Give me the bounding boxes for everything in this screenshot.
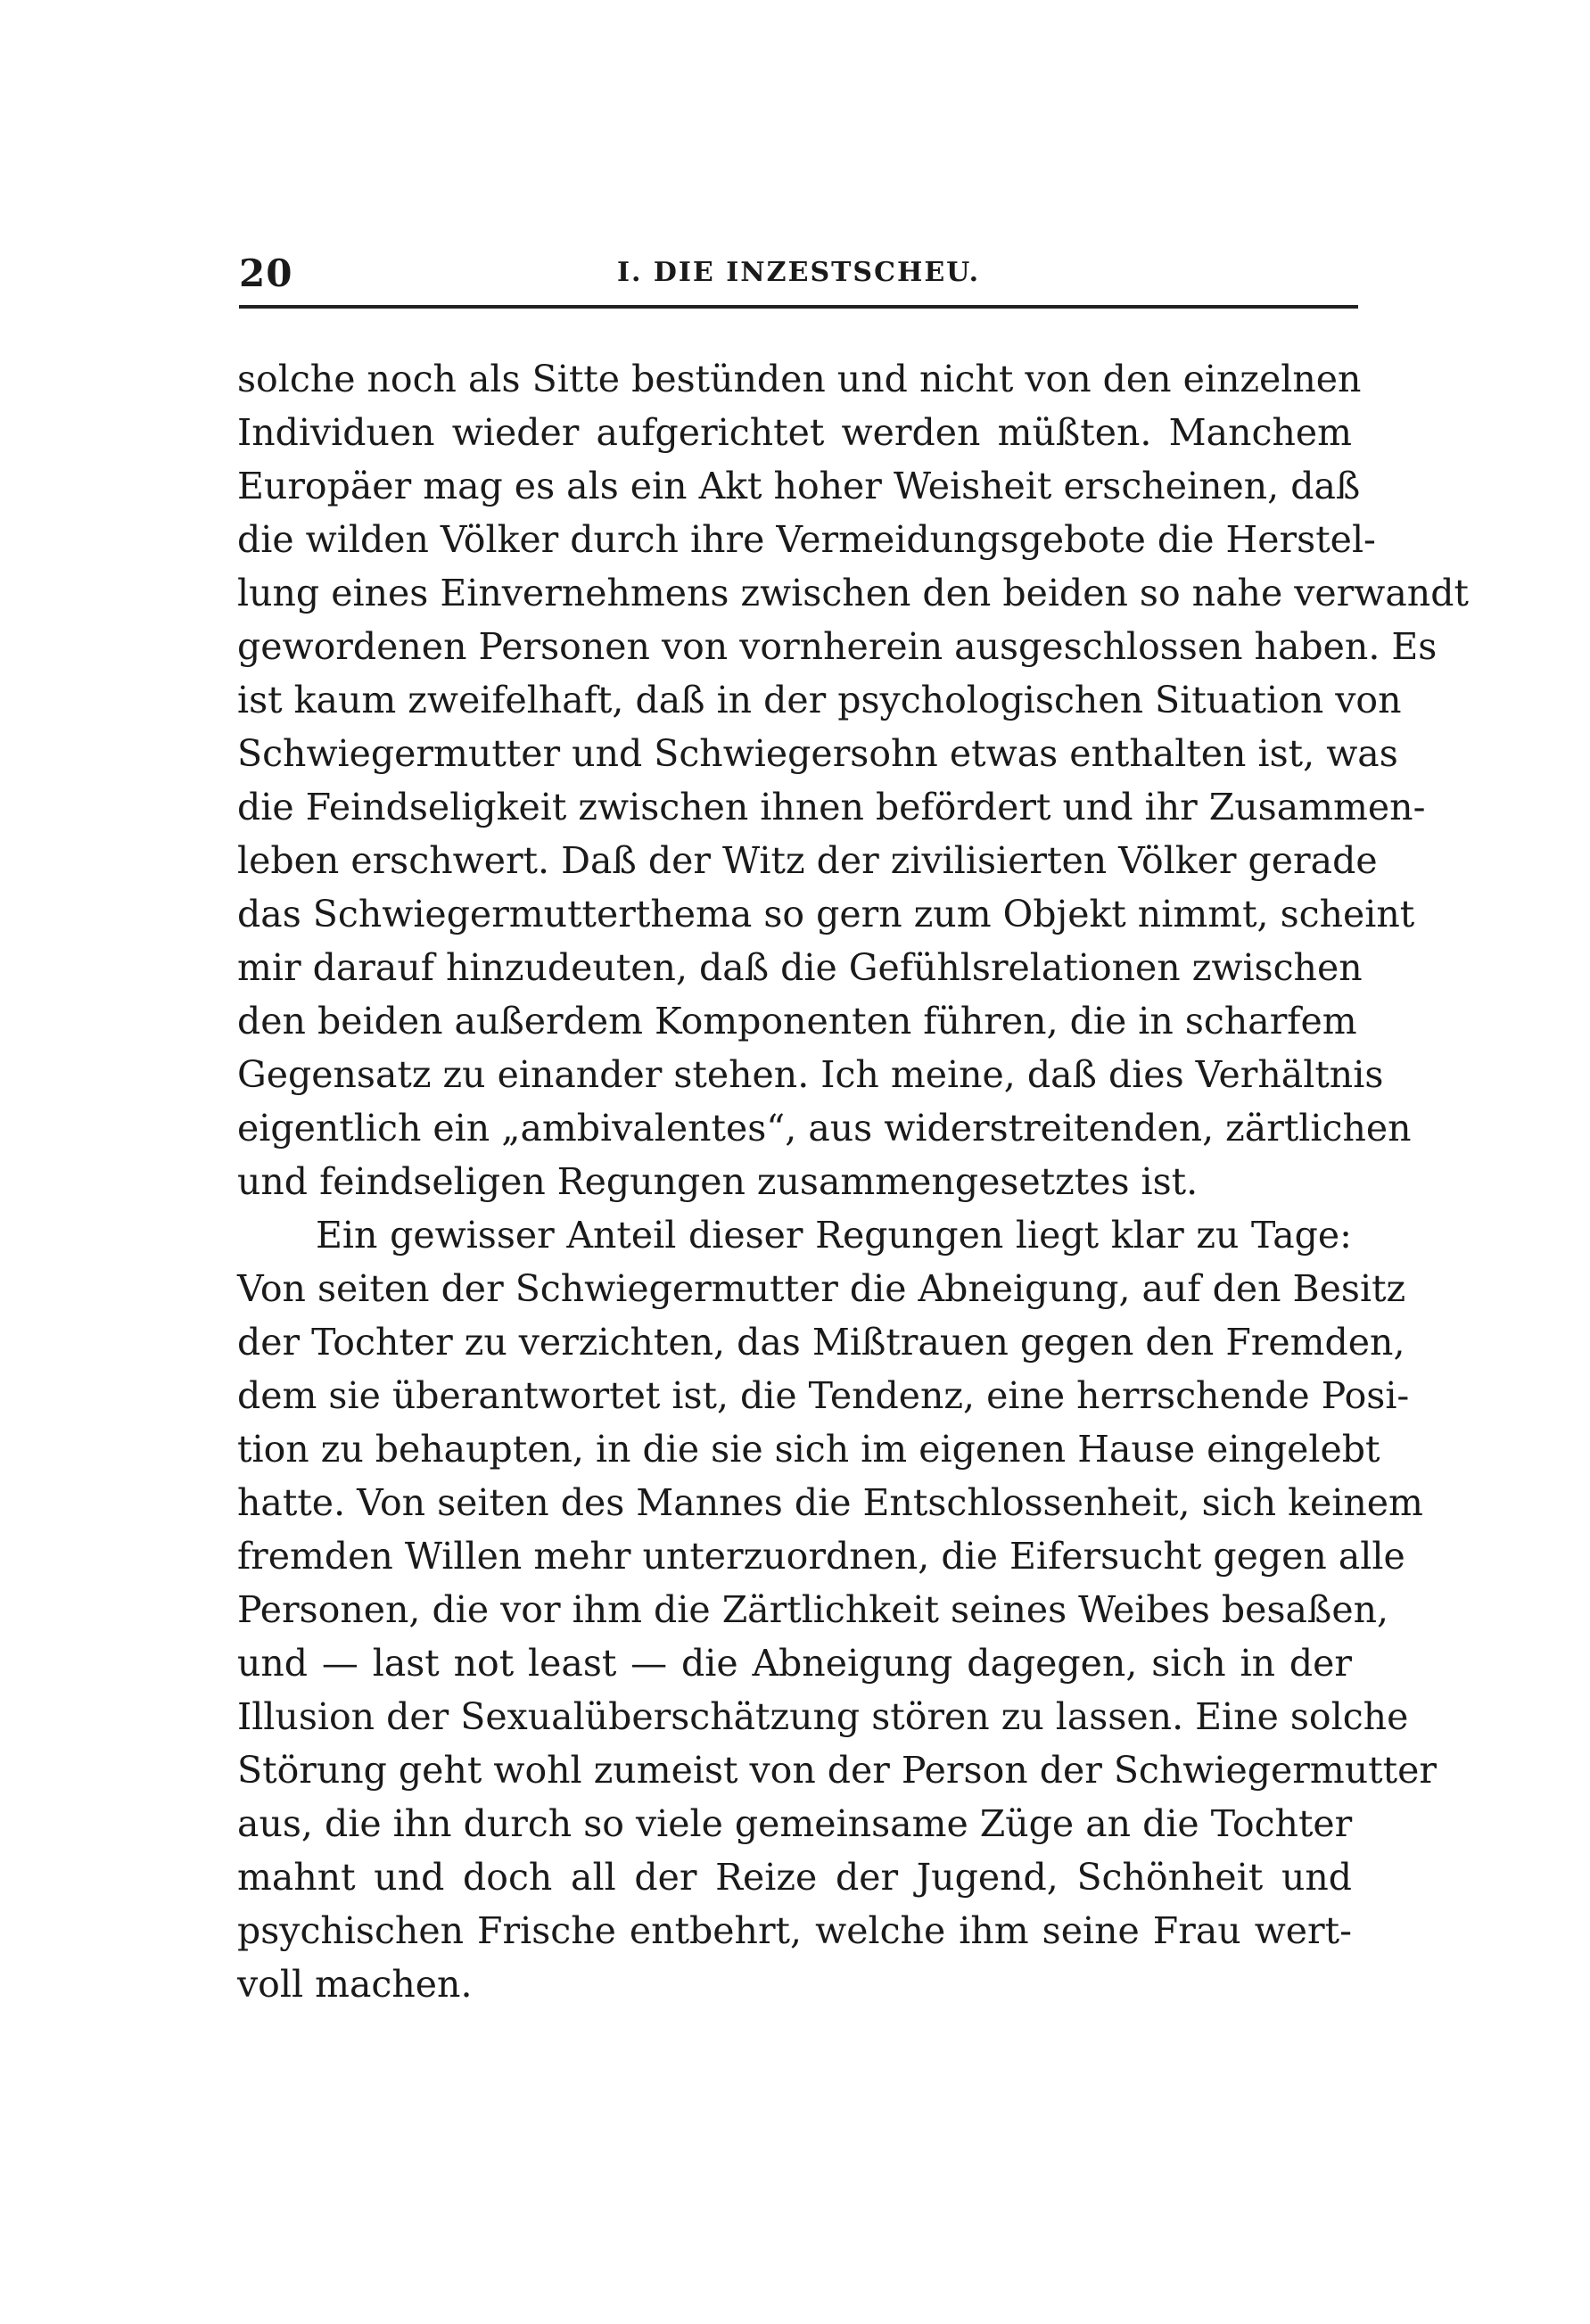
text-line: Illusion der Sexualüberschätzung stören zu lassen. Eine solche [237, 1695, 1409, 1738]
text-line: eigentlich ein „ambivalentes“, aus widerstreitenden, zärtlichen [237, 1107, 1412, 1150]
text-line: leben erschwert. Daß der Witz der zivilisierten Völker gerade [237, 839, 1378, 882]
paragraph-2 [237, 1208, 1437, 2011]
text-line: voll machen. [237, 1963, 473, 2006]
text-line: solche noch als Sitte bestünden und nicht von den einzelnen [237, 358, 1362, 400]
text-line: hatte. Von seiten des Mannes die Entschlossenheit, sich keinem [237, 1481, 1423, 1524]
page-number: 20 [239, 251, 293, 295]
body-text [237, 352, 1469, 2011]
text-line: mir darauf hinzudeuten, daß die Gefühlsrelationen zwischen [237, 946, 1363, 989]
running-header [239, 251, 1358, 309]
text-line: die Feindseligkeit zwischen ihnen befördert und ihr Zusammen- [237, 786, 1426, 828]
text-line: Von seiten der Schwiegermutter die Abneigung, auf den Besitz [237, 1267, 1406, 1310]
text-line: die wilden Völker durch ihre Vermeidungsgebote die Herstel- [237, 518, 1376, 561]
text-line: lung eines Einvernehmens zwischen den beiden so nahe verwandt [237, 572, 1469, 614]
text-line: Schwiegermutter und Schwiegersohn etwas enthalten ist, was [237, 732, 1398, 775]
chapter-title: I. DIE INZESTSCHEU. [616, 257, 981, 288]
text-line: gewordenen Personen von vornherein ausgeschlossen haben. Es [237, 625, 1438, 668]
text-line: aus, die ihn durch so viele gemeinsame Züge an die Tochter [237, 1802, 1353, 1845]
text-line: Störung geht wohl zumeist von der Person der Schwiegermutter [237, 1749, 1437, 1792]
text-line: mahnt und doch all der Reize der Jugend, Schönheit und [237, 1856, 1352, 1899]
text-line: das Schwiegermutterthema so gern zum Objekt nimmt, scheint [237, 893, 1415, 935]
text-line: und feindseligen Regungen zusammengesetztes ist. [237, 1160, 1199, 1203]
text-line: ist kaum zweifelhaft, daß in der psychologischen Situation von [237, 679, 1402, 721]
text-line: Europäer mag es als ein Akt hoher Weisheit erscheinen, daß [237, 465, 1361, 507]
text-line: Individuen wieder aufgerichtet werden müßten. Manchem [237, 411, 1352, 454]
text-line: Personen, die vor ihm die Zärtlichkeit seines Weibes besaßen, [237, 1588, 1389, 1631]
paragraph-1 [237, 352, 1469, 1208]
text-line: den beiden außerdem Komponenten führen, die in scharfem [237, 1000, 1357, 1043]
text-line: tion zu behaupten, in die sie sich im eigenen Hause eingelebt [237, 1428, 1380, 1471]
text-line: fremden Willen mehr unterzuordnen, die Eifersucht gegen alle [237, 1535, 1405, 1578]
text-line: Ein gewisser Anteil dieser Regungen liegt klar zu Tage: [316, 1214, 1352, 1257]
text-line: psychischen Frische entbehrt, welche ihm seine Frau wert- [237, 1909, 1352, 1952]
text-line: der Tochter zu verzichten, das Mißtrauen gegen den Fremden, [237, 1321, 1405, 1364]
text-line: Gegensatz zu einander stehen. Ich meine, daß dies Verhältnis [237, 1053, 1384, 1096]
text-line: und — last not least — die Abneigung dagegen, sich in der [237, 1642, 1352, 1685]
text-line: dem sie überantwortet ist, die Tendenz, eine herrschende Posi- [237, 1374, 1410, 1417]
